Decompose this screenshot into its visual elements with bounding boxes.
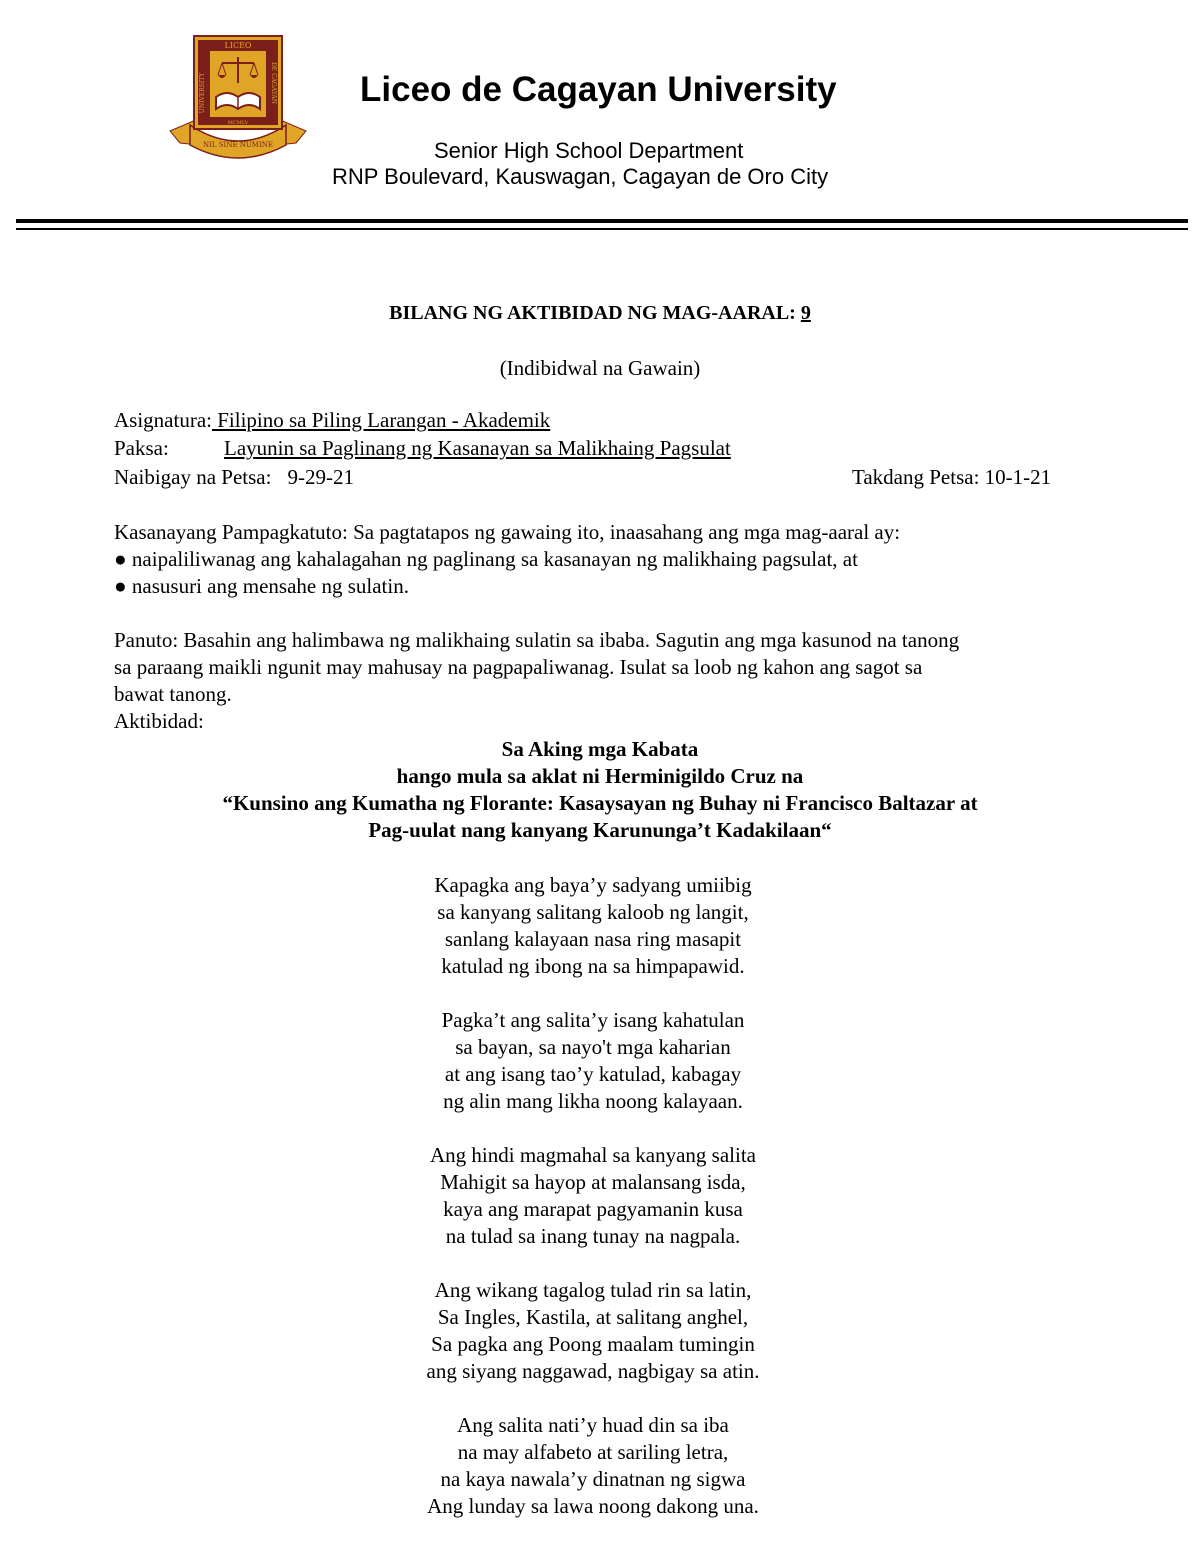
objective-item: ● naipaliliwanag ang kahalagahan ng paglinang sa kasanayan ng malikhaing pagsulat, at [114, 547, 858, 571]
poem-line: Ang wikang tagalog tulad rin sa latin, [434, 1278, 752, 1302]
objectives-intro: Kasanayang Pampagkatuto: Sa pagtatapos ng gawaing ito, inaasahang ang mga mag-aaral ay: [114, 520, 901, 544]
poem-source-line: “Kunsino ang Kumatha ng Florante: Kasaysayan ng Buhay ni Francisco Baltazar at [222, 791, 978, 815]
poem-line: kaya ang marapat pagyamanin kusa [443, 1197, 743, 1221]
instructions-line: sa paraang maikli ngunit may mahusay na pagpapaliwanag. Isulat sa loob ng kahon ang sagot sa [114, 655, 923, 679]
poem-line: na may alfabeto at sariling letra, [457, 1440, 729, 1464]
poem-stanza [0, 1142, 1186, 1250]
poem-body [0, 872, 1186, 1547]
activity-type: (Indibidwal na Gawain) [499, 356, 701, 380]
subject-label: Asignatura: [114, 408, 212, 432]
poem-source-line: Pag-uulat nang kanyang Karununga’t Kadakilaan“ [368, 818, 832, 842]
poem-stanza [0, 872, 1186, 980]
university-address: RNP Boulevard, Kauswagan, Cagayan de Oro City [332, 164, 829, 189]
activity-label: Aktibidad: [114, 709, 204, 733]
poem-line: Kapagka ang baya’y sadyang umiibig [434, 873, 752, 897]
poem-line: na kaya nawala’y dinatnan ng sigwa [440, 1467, 746, 1491]
poem-line: Ang hindi magmahal sa kanyang salita [429, 1143, 756, 1167]
instructions [114, 627, 959, 735]
instructions-line: bawat tanong. [114, 682, 232, 706]
activity-number: 9 [800, 302, 811, 324]
poem-stanza [0, 1007, 1186, 1115]
objective-item: ● nasusuri ang mensahe ng sulatin. [114, 574, 409, 598]
svg-text:MCMLV: MCMLV [227, 120, 249, 126]
svg-text:LICEO: LICEO [224, 41, 252, 50]
topic-row [114, 436, 731, 461]
date-given-label: Naibigay na Petsa: [114, 465, 272, 489]
poem-line: ng alin mang likha noong kalayaan. [443, 1089, 743, 1113]
poem-header [0, 736, 1200, 844]
subject-value: Filipino sa Piling Larangan - Akademik [211, 408, 551, 432]
activity-title-label: BILANG NG AKTIBIDAD NG MAG-AARAL: [389, 302, 801, 324]
poem-line: Ang lunday sa lawa noong dakong una. [427, 1494, 759, 1518]
svg-text:NIL SINE NUMINE: NIL SINE NUMINE [203, 141, 273, 149]
poem-line: Ang salita nati’y huad din sa iba [457, 1413, 729, 1437]
instructions-line: Panuto: Basahin ang halimbawa ng malikhaing sulatin sa ibaba. Sagutin ang mga kasunod na tanong [114, 628, 960, 652]
poem-stanza [0, 1277, 1186, 1385]
header-divider-thick [16, 219, 1188, 223]
poem-line: sanlang kalayaan nasa ring masapit [444, 927, 742, 951]
due-date: Takdang Petsa: 10-1-21 [852, 465, 1052, 489]
topic-label: Paksa: [114, 436, 169, 460]
poem-stanza [0, 1412, 1186, 1520]
poem-source-line: hango mula sa aklat ni Herminigildo Cruz na [396, 764, 804, 788]
poem-line: Sa pagka ang Poong maalam tumingin [431, 1332, 755, 1356]
poem-line: katulad ng ibong na sa himpapawid. [441, 954, 745, 978]
poem-line: sa bayan, sa nayo't mga kaharian [455, 1035, 731, 1059]
svg-text:UNIVERSITY: UNIVERSITY [199, 72, 206, 114]
header-divider-thin [16, 228, 1188, 230]
poem-line: Mahigit sa hayop at malansang isda, [440, 1170, 746, 1194]
learning-objectives [114, 519, 900, 600]
poem-line: sa kanyang salitang kaloob ng langit, [437, 900, 749, 924]
date-given-value: 9-29-21 [287, 465, 354, 489]
university-name: Liceo de Cagayan University [360, 70, 837, 109]
poem-title: Sa Aking mga Kabata [501, 737, 699, 761]
svg-text:DE CAGAYAN: DE CAGAYAN [270, 62, 277, 104]
subject-row [114, 408, 550, 433]
activity-title [0, 302, 1200, 325]
date-given-row [114, 465, 354, 490]
poem-line: Pagka’t ang salita’y isang kahatulan [441, 1008, 745, 1032]
poem-line: na tulad sa inang tunay na nagpala. [445, 1224, 741, 1248]
topic-value: Layunin sa Paglinang ng Kasanayan sa Malikhaing Pagsulat [224, 436, 731, 460]
department-name: Senior High School Department [434, 138, 744, 163]
university-seal-logo [168, 33, 308, 168]
poem-line: ang siyang naggawad, nagbigay sa atin. [426, 1359, 760, 1383]
poem-line: at ang isang tao’y katulad, kabagay [444, 1062, 742, 1086]
poem-line: Sa Ingles, Kastila, at salitang anghel, [437, 1305, 749, 1329]
